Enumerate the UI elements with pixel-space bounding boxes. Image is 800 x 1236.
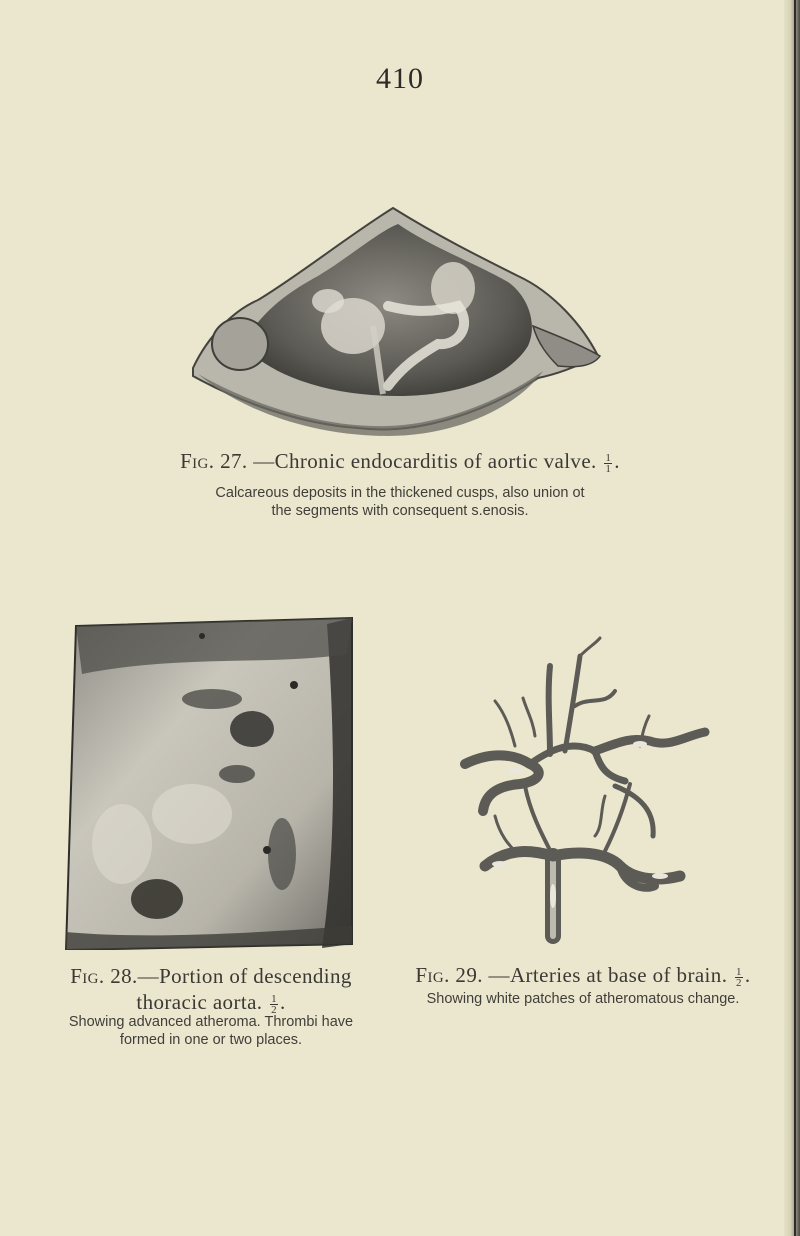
fig27-caption-body: Calcareous deposits in the thickened cusps, also union ot the segments with consequent s.enosis. xyxy=(215,485,585,519)
fig29-label: Fig. 29. xyxy=(415,963,483,987)
fig28-scale: $\frac{1}{2}$ xyxy=(271,992,277,1016)
fig29-caption-body: Showing white patches of atheromatous change. xyxy=(426,991,740,1007)
brain-arteries-illustration xyxy=(455,636,710,946)
page-edge-shadow xyxy=(784,0,800,1236)
aorta-specimen-photo xyxy=(62,614,354,950)
fig28-title: —Portion of descending thoracic aorta. xyxy=(136,964,352,1014)
page-number: 410 xyxy=(376,62,424,95)
fig27-scale: $\frac{1}{1}$ xyxy=(605,451,612,475)
fig28-label: Fig. 28. xyxy=(70,964,138,988)
fig29-scale: $\frac{1}{2}$ xyxy=(736,965,742,989)
fig27-caption-title: Fig. 27. —Chronic endocarditis of aortic valve. $\frac{1}{1}$ . xyxy=(180,449,620,475)
page-edge-line xyxy=(794,0,796,1236)
fig28-caption-body: Showing advanced atheroma. Thrombi have formed in one or two places. xyxy=(68,1014,354,1048)
fig27-title: —Chronic endocarditis of aortic valve. xyxy=(253,449,597,473)
fig29-caption-title: Fig. 29. —Arteries at base of brain. $\frac{1}{2}$ . xyxy=(415,963,751,989)
fig27-label: Fig. 27. xyxy=(180,449,248,473)
fig29-title: —Arteries at base of brain. xyxy=(488,963,728,987)
fig28-caption-title: Fig. 28.—Portion of descending thoracic aorta. $\frac{1}{2}$ . xyxy=(70,964,352,1016)
aortic-valve-illustration xyxy=(188,196,603,436)
